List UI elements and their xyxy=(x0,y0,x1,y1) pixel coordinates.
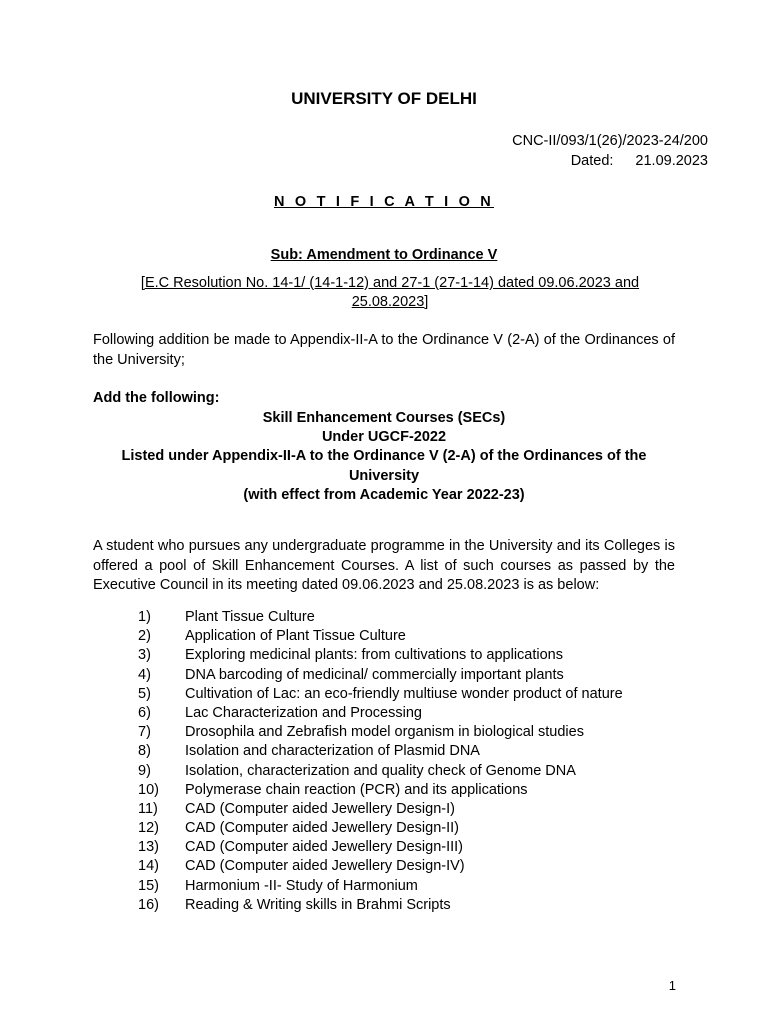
list-item xyxy=(138,838,623,857)
dated-row xyxy=(512,151,708,171)
page-number: 1 xyxy=(668,978,676,993)
list-item xyxy=(138,704,623,723)
course-list xyxy=(138,608,623,915)
course-name: DNA barcoding of medicinal/ commercially important plants xyxy=(185,666,564,683)
course-name: Lac Characterization and Processing xyxy=(185,704,422,721)
course-number: 9) xyxy=(138,762,151,779)
dated-value: 21.09.2023 xyxy=(635,153,708,169)
intro-paragraph: Following addition be made to Appendix-II-A to the Ordinance V (2-A) of the Ordinances of the University; xyxy=(93,332,675,368)
list-item xyxy=(138,742,623,761)
course-name: Application of Plant Tissue Culture xyxy=(185,628,406,645)
course-number: 11) xyxy=(138,800,158,817)
course-number: 13) xyxy=(138,839,159,856)
reference-block xyxy=(512,131,708,171)
list-item xyxy=(138,800,623,819)
course-number: 1) xyxy=(138,609,151,625)
course-number: 8) xyxy=(138,743,151,760)
course-number: 12) xyxy=(138,820,159,837)
course-name: CAD (Computer aided Jewellery Design-I) xyxy=(185,800,455,817)
list-item xyxy=(138,666,623,685)
resolution-reference xyxy=(125,274,655,312)
resolution-line-1: [E.C Resolution No. 14-1/ (14-1-12) and 27-1 (27-1-14) dated 09.06.2023 and xyxy=(140,275,640,291)
sec-title-line-5: (with effect from Academic Year 2022-23) xyxy=(243,486,525,503)
sec-title-line-3: Listed under Appendix-II-A to the Ordinance V (2-A) of the Ordinances of the xyxy=(121,448,647,465)
course-number: 14) xyxy=(138,858,159,875)
course-number: 2) xyxy=(138,628,151,645)
resolution-line-2: 25.08.2023] xyxy=(351,294,429,310)
course-number: 4) xyxy=(138,666,151,683)
course-name: CAD (Computer aided Jewellery Design-II) xyxy=(185,820,459,837)
list-item xyxy=(138,896,623,915)
course-number: 3) xyxy=(138,647,151,664)
reference-number: CNC-II/093/1(26)/2023-24/200 xyxy=(512,133,708,149)
course-number: 10) xyxy=(138,781,159,798)
list-item xyxy=(138,877,623,896)
course-name: Isolation and characterization of Plasmid DNA xyxy=(185,743,480,760)
course-number: 6) xyxy=(138,704,151,721)
sec-title-line-2: Under UGCF-2022 xyxy=(321,429,447,446)
list-item xyxy=(138,685,623,704)
course-name: Drosophila and Zebrafish model organism in biological studies xyxy=(185,724,584,741)
course-number: 5) xyxy=(138,685,151,702)
list-item xyxy=(138,781,623,800)
description-paragraph: A student who pursues any undergraduate programme in the University and its Colleges is offered a pool of Skill Enhancement Courses. A list of such courses as passed by the Executive Council in its meeting dated 09.06.2023 and 25.08.2023 is as below: xyxy=(93,538,675,593)
course-number: 16) xyxy=(138,896,159,913)
course-name: Isolation, characterization and quality check of Genome DNA xyxy=(185,762,576,779)
list-item xyxy=(138,627,623,646)
add-following-heading: Add the following: xyxy=(93,390,220,406)
sec-title-line-1: Skill Enhancement Courses (SECs) xyxy=(262,410,506,426)
list-item xyxy=(138,857,623,876)
course-name: Cultivation of Lac: an eco-friendly multiuse wonder product of nature xyxy=(185,685,623,702)
list-item xyxy=(138,723,623,742)
list-item xyxy=(138,646,623,665)
university-title: UNIVERSITY OF DELHI xyxy=(291,89,477,108)
course-name: Harmonium -II- Study of Harmonium xyxy=(185,877,418,894)
subject-line: Sub: Amendment to Ordinance V xyxy=(270,247,498,263)
sec-title-block xyxy=(93,409,675,505)
course-name: Reading & Writing skills in Brahmi Scripts xyxy=(185,896,451,913)
list-item xyxy=(138,819,623,838)
list-item xyxy=(138,762,623,781)
list-item xyxy=(138,608,623,627)
course-name: Exploring medicinal plants: from cultivations to applications xyxy=(185,647,563,664)
course-number: 15) xyxy=(138,877,159,894)
notification-heading: N O T I F I C A T I O N xyxy=(274,194,494,210)
dated-label: Dated: xyxy=(570,153,614,169)
course-name: CAD (Computer aided Jewellery Design-IV) xyxy=(185,858,465,875)
course-name: Plant Tissue Culture xyxy=(185,609,315,625)
course-number: 7) xyxy=(138,724,151,741)
course-name: Polymerase chain reaction (PCR) and its applications xyxy=(185,781,528,798)
sec-title-line-4: University xyxy=(348,467,420,484)
course-name: CAD (Computer aided Jewellery Design-III) xyxy=(185,839,464,856)
